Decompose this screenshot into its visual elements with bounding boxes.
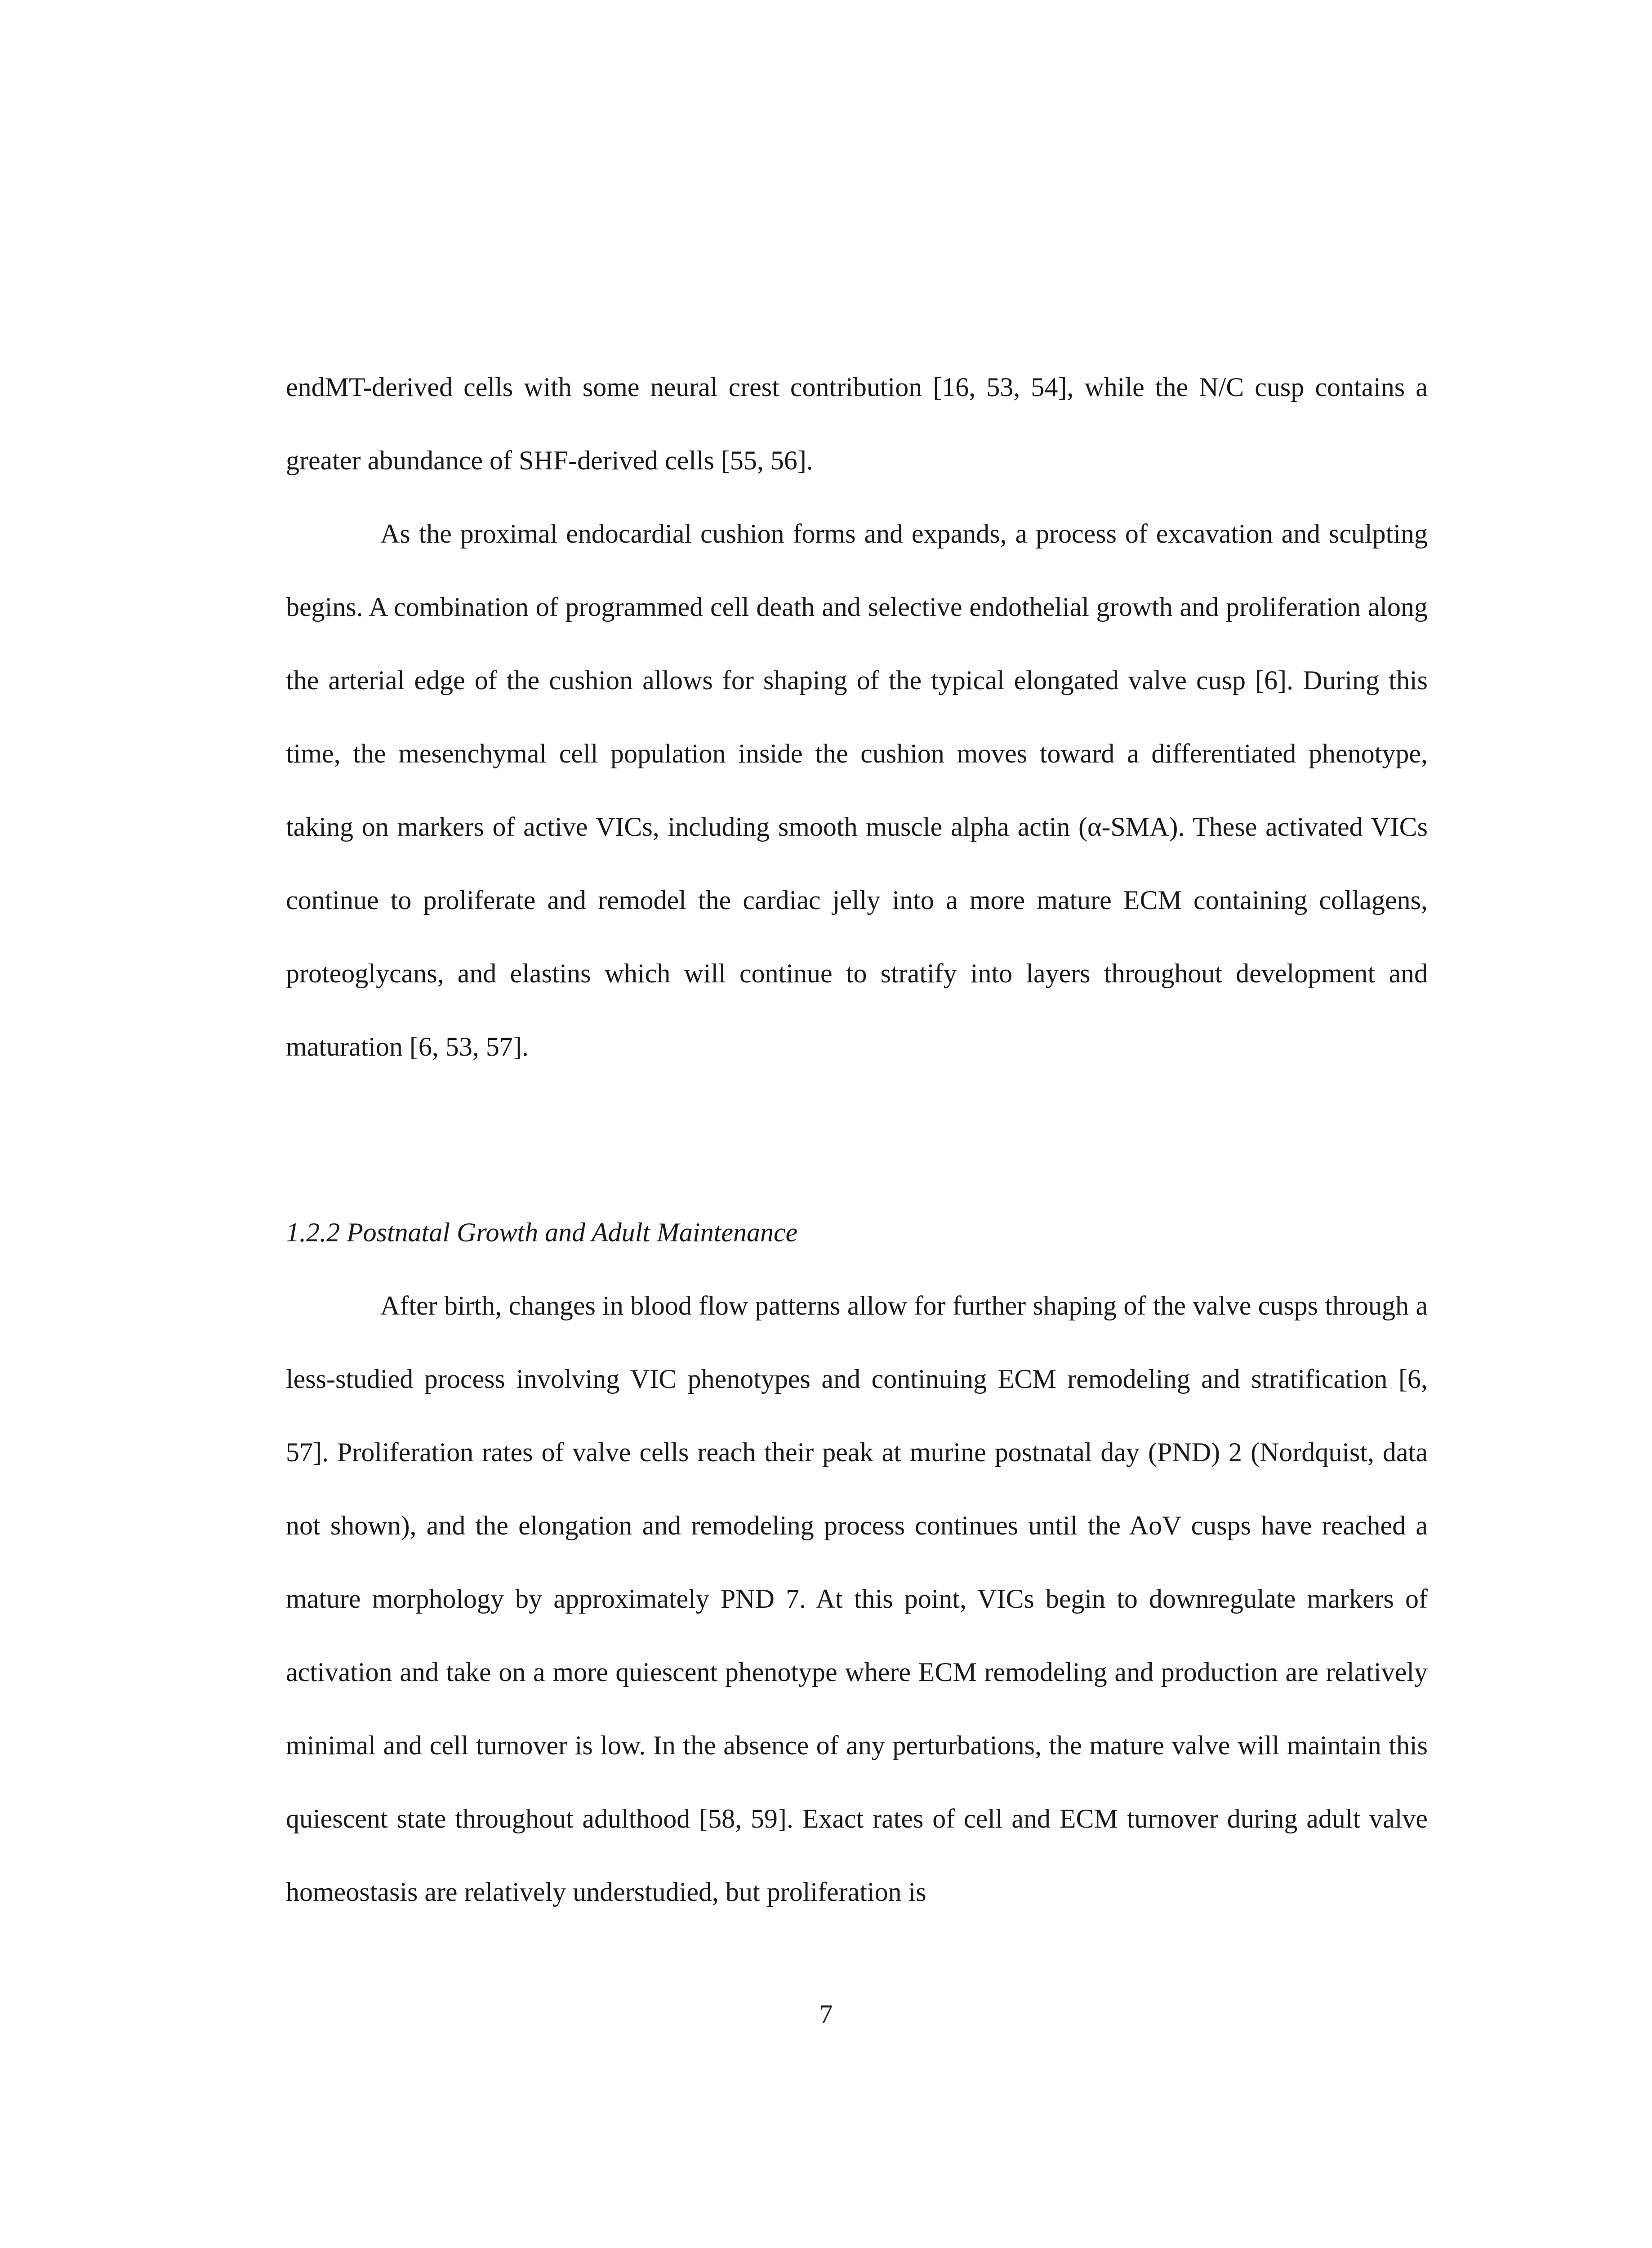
page-number: 7 xyxy=(819,1999,833,2029)
paragraph-postnatal: After birth, changes in blood flow patterns allow for further shaping of the valve cusps through a less-studied process involving VIC phenotypes and continuing ECM remodeling and stratification [6, 57]. Proliferation rates of valve cells reach their peak at murine postnatal day (PND) 2 (Nordquist, data not shown), and the elongation and remodeling process continues until the AoV cusps have reached a mature morphology by approximately PND 7. At this point, VICs begin to downregulate markers of activation and take on a more quiescent phenotype where ECM remodeling and production are relatively minimal and cell turnover is low. In the absence of any perturbations, the mature valve will maintain this quiescent state throughout adulthood [58, 59]. Exact rates of cell and ECM turnover during adult valve homeostasis are relatively understudied, but proliferation is xyxy=(286,1291,1428,1907)
section-heading: 1.2.2 Postnatal Growth and Adult Maintenance xyxy=(286,1218,798,1247)
paragraph-continuation: endMT-derived cells with some neural crest contribution [16, 53, 54], while the N/C cusp contains a greater abundance of SHF-derived cells [55, 56]. xyxy=(286,372,1428,475)
section-postnatal xyxy=(286,1196,1428,1929)
paragraph-excavation: As the proximal endocardial cushion forms and expands, a process of excavation and sculpting begins. A combination of programmed cell death and selective endothelial growth and proliferation along the arterial edge of the cushion allows for shaping of the typical elongated valve cusp [6]. During this time, the mesenchymal cell population inside the cushion moves toward a differentiated phenotype, taking on markers of active VICs, including smooth muscle alpha actin (α-SMA). These activated VICs continue to proliferate and remodel the cardiac jelly into a more mature ECM containing collagens, proteoglycans, and elastins which will continue to stratify into layers throughout development and maturation [6, 53, 57]. xyxy=(286,519,1428,1062)
body-text-top xyxy=(286,351,1428,1084)
